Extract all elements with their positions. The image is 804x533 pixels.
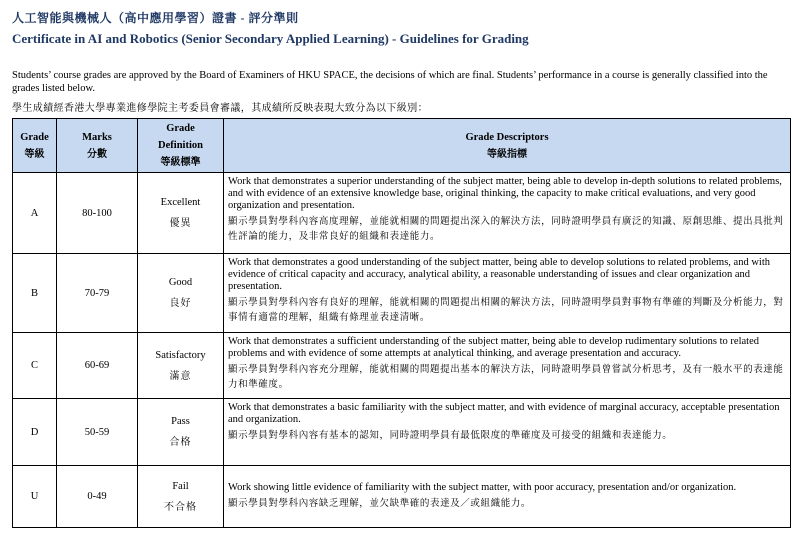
definition-cell xyxy=(138,333,224,399)
descriptor-cell xyxy=(224,399,791,466)
header-marks xyxy=(57,119,138,173)
definition-cell xyxy=(138,254,224,333)
definition-zh: 優異 xyxy=(169,218,192,229)
grading-table xyxy=(12,118,791,528)
definition-cell xyxy=(138,173,224,254)
table-header-row xyxy=(13,119,791,173)
grade-cell: D xyxy=(13,399,57,466)
definition-en: Excellent xyxy=(160,197,201,208)
descriptor-zh: 顯示學員對學科內容有良好的理解，能就相關的問題提出相關的解決方法，同時證明學員對事物有準確的判斷及分析能力，對事情有適當的理解，組織有條理並表達清晰。 xyxy=(228,298,784,323)
header-definition xyxy=(138,119,224,173)
header-marks-zh: 分數 xyxy=(87,148,107,160)
definition-zh: 合格 xyxy=(169,437,192,448)
descriptor-zh: 顯示學員對學科內容充分理解，能就相關的問題提出基本的解決方法，同時證明學員曾嘗試分析思考，及有一般水平的表達能力和準確度。 xyxy=(228,365,784,390)
header-descriptors-zh: 等級指標 xyxy=(487,148,527,160)
definition-en: Fail xyxy=(172,480,189,492)
grade-cell: C xyxy=(13,333,57,399)
descriptor-en: Work that demonstrates a good understanding of the subject matter, being able to develop solutions to related problems, and with evidence of critical capacity and accuracy, analytical ability, a reasonable understanding of issues and clear organization and presentation. xyxy=(228,257,770,292)
descriptor-cell xyxy=(224,254,791,333)
header-descriptors-en: Grade Descriptors xyxy=(465,131,549,143)
descriptor-en: Work that demonstrates a sufficient understanding of the subject matter, being able to develop rudimentary solutions to related problems and with evidence of some attempts at analytical thinking, and average presentation and accuracy. xyxy=(228,336,759,359)
header-descriptors xyxy=(224,119,791,173)
marks-cell: 60-69 xyxy=(57,333,138,399)
descriptor-en: Work showing little evidence of familiarity with the subject matter, with poor accuracy, presentation and/or organization. xyxy=(228,482,737,493)
definition-en: Satisfactory xyxy=(155,349,206,361)
descriptor-cell xyxy=(224,333,791,399)
intro-text-zh: 學生成績經香港大學專業進修學院主考委員會審議，其成績所反映表現大致分為以下級別： xyxy=(12,103,428,114)
definition-en: Pass xyxy=(171,416,190,427)
header-definition-en-1: Grade xyxy=(166,123,195,134)
descriptor-zh: 顯示學員對學科內容有基本的認知，同時證明學員有最低限度的準確度及可接受的組織和表達能力。 xyxy=(228,431,673,441)
grade-cell: B xyxy=(13,254,57,333)
definition-en: Good xyxy=(168,277,193,288)
header-grade xyxy=(13,119,57,173)
document-title-zh: 人工智能與機械人（高中應用學習）證書 - 評分準則 xyxy=(12,11,299,25)
header-marks-en: Marks xyxy=(82,131,112,143)
descriptor-cell xyxy=(224,466,791,528)
header-grade-en: Grade xyxy=(20,131,49,143)
table-row xyxy=(13,333,791,399)
document-title-en: Certificate in AI and Robotics (Senior Secondary Applied Learning) - Guidelines for Grading xyxy=(12,31,529,46)
marks-cell: 70-79 xyxy=(57,254,138,333)
descriptor-cell xyxy=(224,173,791,254)
marks-cell: 50-59 xyxy=(57,399,138,466)
header-grade-zh: 等級 xyxy=(24,148,45,160)
intro-text-en: Students’ course grades are approved by the Board of Examiners of HKU SPACE, the decisions of which are final. Students’ performance in a course is generally classified into the grades listed below. xyxy=(12,70,768,94)
descriptor-en: Work that demonstrates a superior understanding of the subject matter, being able to develop in-depth solutions to related problems, and with evidence of an extensive knowledge base, original thinking, the capacity to make critical evaluations, and very good organization and presentation. xyxy=(228,176,782,211)
definition-zh: 不合格 xyxy=(164,501,197,513)
grade-cell: U xyxy=(13,466,57,528)
definition-cell xyxy=(138,466,224,528)
table-row xyxy=(13,254,791,333)
definition-cell xyxy=(138,399,224,466)
marks-cell: 80-100 xyxy=(57,173,138,254)
table-row xyxy=(13,466,791,528)
table-row xyxy=(13,173,791,254)
definition-zh: 滿意 xyxy=(169,370,192,382)
header-definition-zh: 等級標準 xyxy=(160,157,201,168)
table-row xyxy=(13,399,791,466)
descriptor-en: Work that demonstrates a basic familiarity with the subject matter, and with evidence of marginal accuracy, acceptable presentation and organization. xyxy=(228,402,780,425)
definition-zh: 良好 xyxy=(169,298,192,309)
descriptor-zh: 顯示學員對學科內容高度理解，並能就相關的問題提出深入的解決方法，同時證明學員有廣泛的知識、原創思維、提出具批判性評論的能力，及非常良好的組織和表達能力。 xyxy=(228,217,784,242)
marks-cell: 0-49 xyxy=(57,466,138,528)
grade-cell: A xyxy=(13,173,57,254)
descriptor-zh: 顯示學員對學科內容缺乏理解，並欠缺準確的表達及／或組織能力。 xyxy=(228,499,532,509)
header-definition-en-2: Definition xyxy=(158,140,203,151)
